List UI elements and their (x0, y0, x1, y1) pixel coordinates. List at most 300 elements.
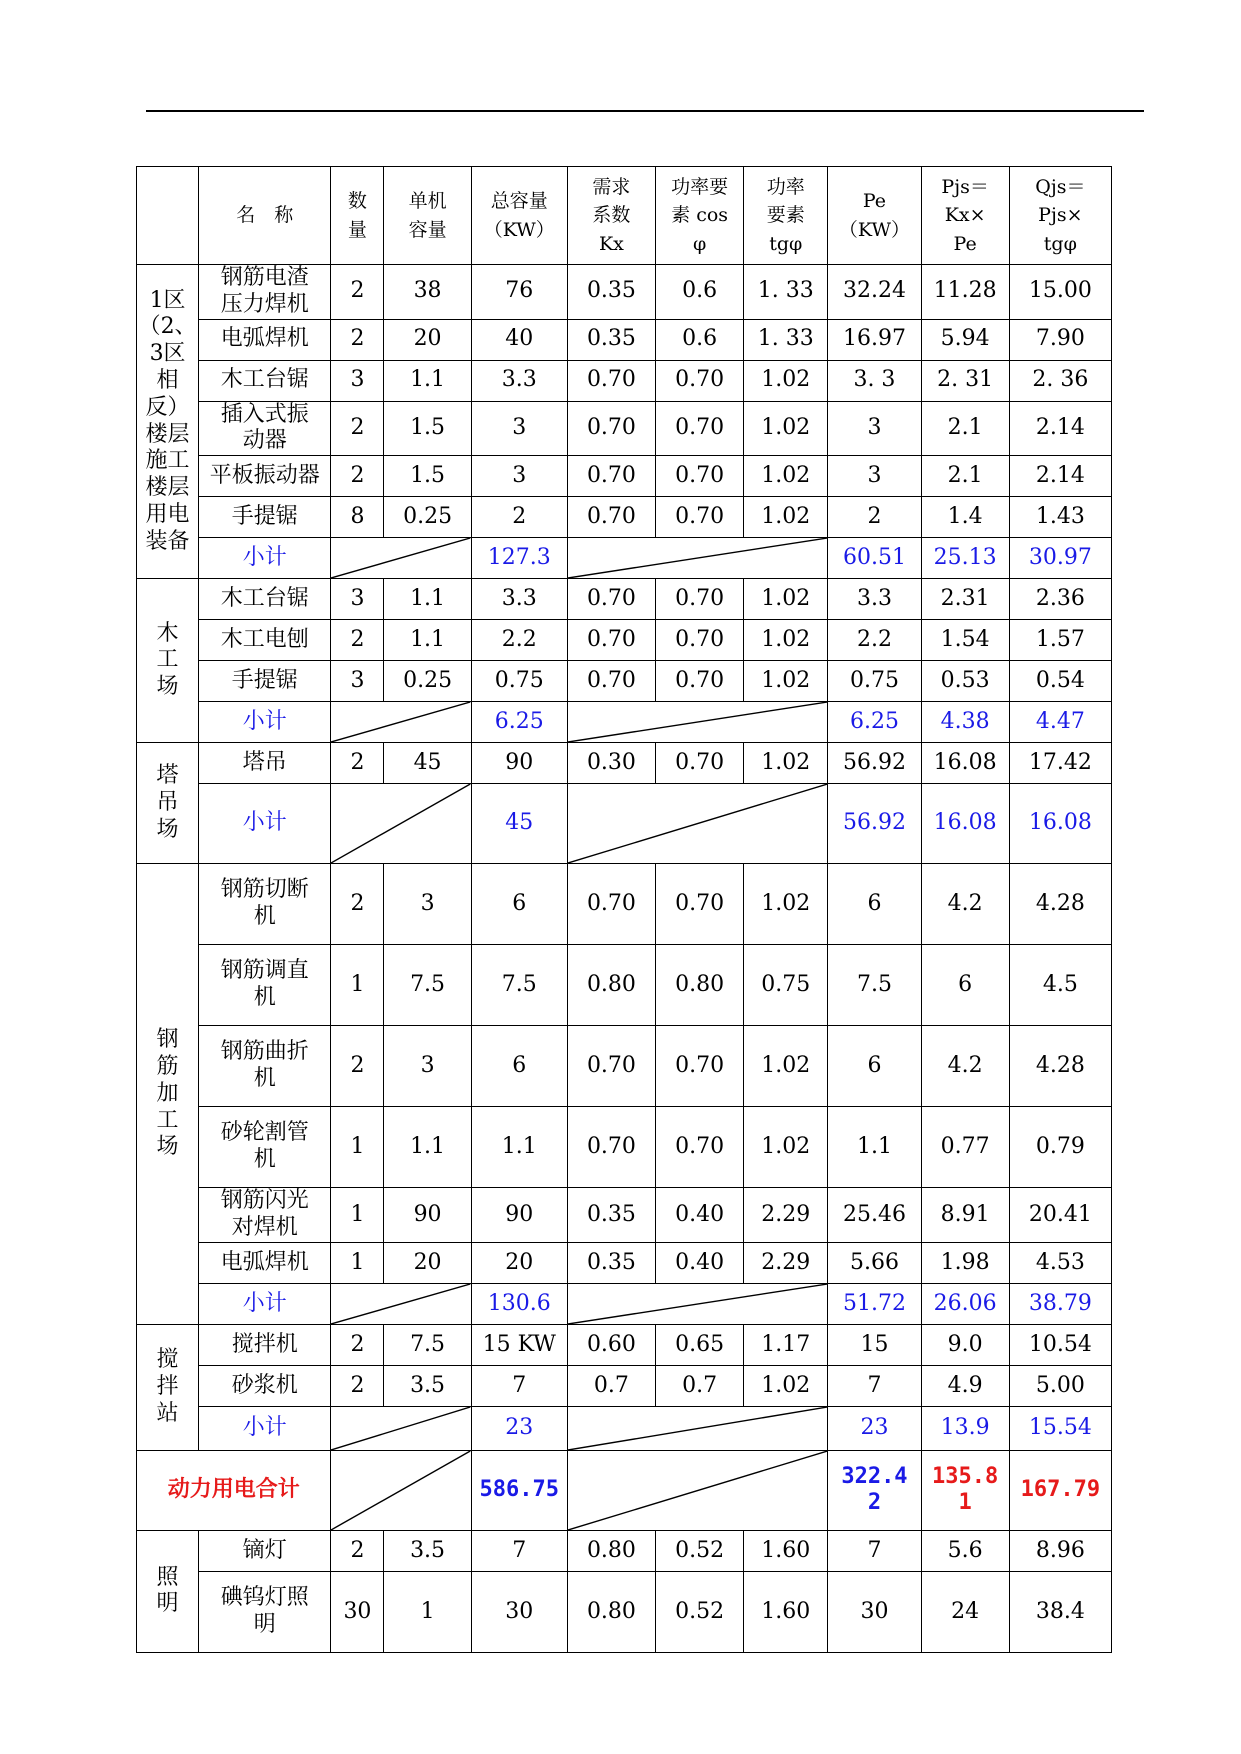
cell-qjs: 20.41 (1009, 1188, 1111, 1243)
cell-pjs: 2.31 (921, 579, 1009, 620)
cell-pe: 32.24 (828, 265, 921, 320)
cell-total-capacity: 2.2 (471, 620, 567, 661)
cell-total-capacity: 6 (471, 864, 567, 945)
cell-total-capacity: 7 (471, 1530, 567, 1571)
cell-unit-capacity: 3.5 (384, 1530, 471, 1571)
total-slash-2 (567, 1450, 828, 1530)
cell-cos: 0.70 (656, 497, 744, 538)
cell-pe: 25.46 (828, 1188, 921, 1243)
cell-cos: 0.7 (656, 1365, 744, 1406)
diagonal-slash (331, 1407, 470, 1450)
subtotal-pjs: 25.13 (921, 538, 1009, 579)
subtotal-pe: 56.92 (828, 784, 921, 864)
cell-cos: 0.70 (656, 1026, 744, 1107)
cell-tg: 1.02 (744, 1365, 828, 1406)
header-blank (137, 167, 199, 265)
cell-pe: 3. 3 (828, 360, 921, 401)
grand-total-pjs: 135.8 1 (921, 1450, 1009, 1530)
cell-tg: 2.29 (744, 1242, 828, 1283)
subtotal-label: 小计 (199, 1283, 331, 1324)
cell-unit-capacity: 3 (384, 864, 471, 945)
subtotal-total-capacity: 130.6 (471, 1283, 567, 1324)
table-row (137, 1188, 1112, 1243)
cell-tg: 0.75 (744, 945, 828, 1026)
cell-tg: 2.29 (744, 1188, 828, 1243)
cell-kx: 0.70 (567, 401, 655, 456)
cell-qjs: 2.14 (1009, 401, 1111, 456)
cell-unit-capacity: 7.5 (384, 945, 471, 1026)
cell-pjs: 8.91 (921, 1188, 1009, 1243)
cell-total-capacity: 3 (471, 401, 567, 456)
grand-total-pe: 322.4 2 (828, 1450, 921, 1530)
cell-qjs: 1.43 (1009, 497, 1111, 538)
cell-cos: 0.40 (656, 1188, 744, 1243)
table-row (137, 456, 1112, 497)
cell-qty: 1 (331, 1242, 384, 1283)
subtotal-label: 小计 (199, 538, 331, 579)
table-row (137, 945, 1112, 1026)
equipment-name: 木工台锯 (199, 579, 331, 620)
cell-unit-capacity: 20 (384, 319, 471, 360)
cell-pjs: 5.94 (921, 319, 1009, 360)
cell-cos: 0.70 (656, 743, 744, 784)
subtotal-pjs: 16.08 (921, 784, 1009, 864)
equipment-name: 手提锯 (199, 497, 331, 538)
cell-qty: 3 (331, 579, 384, 620)
subtotal-total-capacity: 127.3 (471, 538, 567, 579)
cell-pjs: 1.98 (921, 1242, 1009, 1283)
grand-total-qjs: 167.79 (1009, 1450, 1111, 1530)
cell-pe: 6 (828, 864, 921, 945)
group-label-g2: 木 工 场 (137, 579, 199, 743)
table-row (137, 864, 1112, 945)
equipment-name: 平板振动器 (199, 456, 331, 497)
header-row (137, 167, 1112, 265)
cell-kx: 0.70 (567, 360, 655, 401)
cell-cos: 0.80 (656, 945, 744, 1026)
diagonal-slash (568, 702, 828, 742)
equipment-name: 镝灯 (199, 1530, 331, 1571)
cell-qty: 1 (331, 1107, 384, 1188)
cell-total-capacity: 20 (471, 1242, 567, 1283)
cell-qjs: 5.00 (1009, 1365, 1111, 1406)
cell-tg: 1.02 (744, 620, 828, 661)
power-load-table (136, 166, 1112, 1653)
cell-pe: 3 (828, 401, 921, 456)
diagonal-slash (568, 784, 828, 863)
cell-total-capacity: 7.5 (471, 945, 567, 1026)
subtotal-slash-1 (331, 1406, 471, 1450)
cell-pe: 3 (828, 456, 921, 497)
cell-cos: 0.65 (656, 1324, 744, 1365)
cell-kx: 0.70 (567, 497, 655, 538)
cell-qty: 2 (331, 1365, 384, 1406)
cell-kx: 0.70 (567, 661, 655, 702)
equipment-name: 砂轮割管 机 (199, 1107, 331, 1188)
subtotal-total-capacity: 45 (471, 784, 567, 864)
cell-pe: 7 (828, 1530, 921, 1571)
cell-tg: 1.60 (744, 1571, 828, 1652)
equipment-name: 电弧焊机 (199, 1242, 331, 1283)
cell-kx: 0.80 (567, 1530, 655, 1571)
subtotal-row (137, 702, 1112, 743)
equipment-name: 木工台锯 (199, 360, 331, 401)
cell-unit-capacity: 1.1 (384, 579, 471, 620)
table-row (137, 1242, 1112, 1283)
group-label-g6: 照 明 (137, 1530, 199, 1652)
equipment-name: 钢筋调直 机 (199, 945, 331, 1026)
cell-total-capacity: 40 (471, 319, 567, 360)
diagonal-slash (331, 538, 470, 578)
cell-total-capacity: 3.3 (471, 579, 567, 620)
page-header-rule (146, 110, 1144, 112)
subtotal-pe: 6.25 (828, 702, 921, 743)
group-label-g1: 1区 （2、 3区 相反） 楼层 施工 楼层 用电 装备 (137, 265, 199, 579)
subtotal-qjs: 30.97 (1009, 538, 1111, 579)
cell-tg: 1.02 (744, 1107, 828, 1188)
cell-pe: 1.1 (828, 1107, 921, 1188)
cell-tg: 1.17 (744, 1324, 828, 1365)
cell-cos: 0.70 (656, 401, 744, 456)
subtotal-slash-2 (567, 538, 828, 579)
subtotal-row (137, 784, 1112, 864)
cell-kx: 0.70 (567, 456, 655, 497)
cell-cos: 0.70 (656, 456, 744, 497)
cell-unit-capacity: 1.1 (384, 620, 471, 661)
subtotal-row (137, 538, 1112, 579)
cell-kx: 0.7 (567, 1365, 655, 1406)
equipment-name: 碘钨灯照 明 (199, 1571, 331, 1652)
cell-qjs: 4.28 (1009, 864, 1111, 945)
cell-cos: 0.6 (656, 265, 744, 320)
subtotal-label: 小计 (199, 784, 331, 864)
cell-pjs: 5.6 (921, 1530, 1009, 1571)
cell-pe: 16.97 (828, 319, 921, 360)
table-row (137, 1571, 1112, 1652)
cell-qty: 2 (331, 456, 384, 497)
subtotal-pe: 23 (828, 1406, 921, 1450)
header-name: 名 称 (199, 167, 331, 265)
cell-qjs: 4.53 (1009, 1242, 1111, 1283)
cell-cos: 0.70 (656, 864, 744, 945)
cell-qjs: 4.28 (1009, 1026, 1111, 1107)
cell-cos: 0.52 (656, 1571, 744, 1652)
cell-qty: 8 (331, 497, 384, 538)
cell-qjs: 8.96 (1009, 1530, 1111, 1571)
table-row (137, 265, 1112, 320)
cell-qty: 3 (331, 360, 384, 401)
header-total-capacity: 总容量 （KW） (471, 167, 567, 265)
cell-unit-capacity: 3 (384, 1026, 471, 1107)
cell-total-capacity: 3 (471, 456, 567, 497)
cell-unit-capacity: 7.5 (384, 1324, 471, 1365)
subtotal-slash-2 (567, 1283, 828, 1324)
cell-tg: 1.60 (744, 1530, 828, 1571)
cell-cos: 0.40 (656, 1242, 744, 1283)
cell-pjs: 1.4 (921, 497, 1009, 538)
cell-kx: 0.70 (567, 864, 655, 945)
cell-pe: 0.75 (828, 661, 921, 702)
cell-qjs: 7.90 (1009, 319, 1111, 360)
cell-total-capacity: 1.1 (471, 1107, 567, 1188)
subtotal-pe: 51.72 (828, 1283, 921, 1324)
cell-pjs: 16.08 (921, 743, 1009, 784)
table-row (137, 1530, 1112, 1571)
cell-pjs: 2.1 (921, 456, 1009, 497)
cell-cos: 0.70 (656, 661, 744, 702)
cell-total-capacity: 6 (471, 1026, 567, 1107)
cell-total-capacity: 90 (471, 743, 567, 784)
grand-total-row (137, 1450, 1112, 1530)
cell-qty: 2 (331, 319, 384, 360)
cell-total-capacity: 30 (471, 1571, 567, 1652)
subtotal-slash-1 (331, 538, 471, 579)
subtotal-qjs: 38.79 (1009, 1283, 1111, 1324)
subtotal-slash-1 (331, 784, 471, 864)
table-row (137, 620, 1112, 661)
cell-pjs: 2. 31 (921, 360, 1009, 401)
subtotal-slash-1 (331, 702, 471, 743)
cell-pjs: 4.9 (921, 1365, 1009, 1406)
cell-kx: 0.35 (567, 1188, 655, 1243)
cell-tg: 1.02 (744, 401, 828, 456)
group-label-g3: 塔 吊 场 (137, 743, 199, 864)
cell-qjs: 2.36 (1009, 579, 1111, 620)
cell-kx: 0.70 (567, 579, 655, 620)
table-row (137, 579, 1112, 620)
header-pe: Pe （KW） (828, 167, 921, 265)
table-row (137, 661, 1112, 702)
cell-kx: 0.70 (567, 1107, 655, 1188)
cell-qjs: 10.54 (1009, 1324, 1111, 1365)
cell-pjs: 2.1 (921, 401, 1009, 456)
cell-qty: 2 (331, 1324, 384, 1365)
subtotal-qjs: 15.54 (1009, 1406, 1111, 1450)
header-qty: 数 量 (331, 167, 384, 265)
cell-pe: 3.3 (828, 579, 921, 620)
cell-unit-capacity: 0.25 (384, 661, 471, 702)
table-row (137, 743, 1112, 784)
cell-unit-capacity: 1 (384, 1571, 471, 1652)
cell-tg: 1.02 (744, 456, 828, 497)
header-qjs: Qjs＝ Pjs× tgφ (1009, 167, 1111, 265)
table-row (137, 319, 1112, 360)
subtotal-total-capacity: 6.25 (471, 702, 567, 743)
cell-pe: 5.66 (828, 1242, 921, 1283)
cell-pjs: 6 (921, 945, 1009, 1026)
table-row (137, 1107, 1112, 1188)
cell-pe: 2.2 (828, 620, 921, 661)
cell-qjs: 2. 36 (1009, 360, 1111, 401)
cell-unit-capacity: 90 (384, 1188, 471, 1243)
equipment-name: 手提锯 (199, 661, 331, 702)
equipment-name: 木工电刨 (199, 620, 331, 661)
subtotal-label: 小计 (199, 1406, 331, 1450)
cell-total-capacity: 0.75 (471, 661, 567, 702)
cell-kx: 0.35 (567, 1242, 655, 1283)
cell-pe: 6 (828, 1026, 921, 1107)
diagonal-slash (568, 1407, 828, 1450)
cell-unit-capacity: 3.5 (384, 1365, 471, 1406)
cell-cos: 0.70 (656, 1107, 744, 1188)
cell-pe: 56.92 (828, 743, 921, 784)
subtotal-row (137, 1406, 1112, 1450)
table-row (137, 1324, 1112, 1365)
cell-pe: 7.5 (828, 945, 921, 1026)
table-row (137, 360, 1112, 401)
cell-kx: 0.70 (567, 1026, 655, 1107)
subtotal-slash-2 (567, 784, 828, 864)
cell-qjs: 0.54 (1009, 661, 1111, 702)
cell-qty: 3 (331, 661, 384, 702)
header-tg: 功率 要素 tgφ (744, 167, 828, 265)
cell-qjs: 15.00 (1009, 265, 1111, 320)
cell-tg: 1.02 (744, 360, 828, 401)
cell-total-capacity: 90 (471, 1188, 567, 1243)
cell-tg: 1.02 (744, 864, 828, 945)
cell-unit-capacity: 0.25 (384, 497, 471, 538)
cell-pjs: 11.28 (921, 265, 1009, 320)
equipment-name: 钢筋曲折 机 (199, 1026, 331, 1107)
subtotal-qjs: 4.47 (1009, 702, 1111, 743)
cell-qty: 2 (331, 743, 384, 784)
cell-qty: 2 (331, 265, 384, 320)
cell-unit-capacity: 20 (384, 1242, 471, 1283)
cell-qjs: 38.4 (1009, 1571, 1111, 1652)
cell-unit-capacity: 45 (384, 743, 471, 784)
diagonal-slash (331, 1284, 470, 1324)
cell-unit-capacity: 1.5 (384, 401, 471, 456)
cell-total-capacity: 3.3 (471, 360, 567, 401)
cell-qty: 30 (331, 1571, 384, 1652)
table-row (137, 497, 1112, 538)
cell-cos: 0.52 (656, 1530, 744, 1571)
equipment-name: 插入式振 动器 (199, 401, 331, 456)
cell-pjs: 0.53 (921, 661, 1009, 702)
cell-pe: 15 (828, 1324, 921, 1365)
cell-pjs: 1.54 (921, 620, 1009, 661)
equipment-name: 钢筋闪光 对焊机 (199, 1188, 331, 1243)
cell-qty: 2 (331, 620, 384, 661)
cell-tg: 1.02 (744, 1026, 828, 1107)
equipment-name: 塔吊 (199, 743, 331, 784)
equipment-name: 砂浆机 (199, 1365, 331, 1406)
cell-qty: 2 (331, 1530, 384, 1571)
equipment-name: 钢筋电渣 压力焊机 (199, 265, 331, 320)
cell-cos: 0.70 (656, 620, 744, 661)
cell-tg: 1. 33 (744, 265, 828, 320)
table-row (137, 1365, 1112, 1406)
cell-pe: 7 (828, 1365, 921, 1406)
equipment-name: 钢筋切断 机 (199, 864, 331, 945)
cell-total-capacity: 76 (471, 265, 567, 320)
cell-pjs: 4.2 (921, 864, 1009, 945)
subtotal-row (137, 1283, 1112, 1324)
subtotal-qjs: 16.08 (1009, 784, 1111, 864)
cell-pjs: 0.77 (921, 1107, 1009, 1188)
cell-tg: 1.02 (744, 743, 828, 784)
cell-unit-capacity: 1.5 (384, 456, 471, 497)
header-cos: 功率要 素 cos φ (656, 167, 744, 265)
equipment-name: 搅拌机 (199, 1324, 331, 1365)
cell-pe: 2 (828, 497, 921, 538)
equipment-name: 电弧焊机 (199, 319, 331, 360)
cell-tg: 1.02 (744, 579, 828, 620)
cell-tg: 1.02 (744, 497, 828, 538)
diagonal-slash (331, 784, 470, 863)
total-slash-1 (331, 1450, 471, 1530)
subtotal-total-capacity: 23 (471, 1406, 567, 1450)
cell-unit-capacity: 38 (384, 265, 471, 320)
diagonal-slash (331, 1451, 470, 1530)
cell-qty: 1 (331, 1188, 384, 1243)
cell-kx: 0.60 (567, 1324, 655, 1365)
cell-qjs: 17.42 (1009, 743, 1111, 784)
grand-total-capacity: 586.75 (471, 1450, 567, 1530)
cell-kx: 0.30 (567, 743, 655, 784)
cell-tg: 1.02 (744, 661, 828, 702)
diagonal-slash (568, 1451, 828, 1530)
header-pjs: Pjs＝ Kx× Pe (921, 167, 1009, 265)
cell-unit-capacity: 1.1 (384, 360, 471, 401)
subtotal-pjs: 13.9 (921, 1406, 1009, 1450)
cell-total-capacity: 15 KW (471, 1324, 567, 1365)
subtotal-pjs: 4.38 (921, 702, 1009, 743)
subtotal-pjs: 26.06 (921, 1283, 1009, 1324)
subtotal-label: 小计 (199, 702, 331, 743)
cell-pjs: 4.2 (921, 1026, 1009, 1107)
cell-kx: 0.35 (567, 265, 655, 320)
cell-cos: 0.70 (656, 579, 744, 620)
table-row (137, 401, 1112, 456)
cell-kx: 0.80 (567, 1571, 655, 1652)
cell-qjs: 0.79 (1009, 1107, 1111, 1188)
cell-pjs: 24 (921, 1571, 1009, 1652)
cell-pe: 30 (828, 1571, 921, 1652)
subtotal-slash-2 (567, 1406, 828, 1450)
cell-kx: 0.35 (567, 319, 655, 360)
cell-qty: 1 (331, 945, 384, 1026)
header-kx: 需求 系数 Kx (567, 167, 655, 265)
cell-qty: 2 (331, 864, 384, 945)
diagonal-slash (568, 538, 828, 578)
cell-total-capacity: 2 (471, 497, 567, 538)
cell-unit-capacity: 1.1 (384, 1107, 471, 1188)
cell-qty: 2 (331, 1026, 384, 1107)
cell-tg: 1. 33 (744, 319, 828, 360)
table-row (137, 1026, 1112, 1107)
cell-cos: 0.6 (656, 319, 744, 360)
diagonal-slash (331, 702, 470, 742)
group-label-g5: 搅 拌 站 (137, 1324, 199, 1450)
cell-qty: 2 (331, 401, 384, 456)
subtotal-slash-2 (567, 702, 828, 743)
grand-total-label: 动力用电合计 (137, 1450, 331, 1530)
cell-cos: 0.70 (656, 360, 744, 401)
cell-qjs: 4.5 (1009, 945, 1111, 1026)
cell-total-capacity: 7 (471, 1365, 567, 1406)
subtotal-slash-1 (331, 1283, 471, 1324)
header-unit-capacity: 单机 容量 (384, 167, 471, 265)
cell-qjs: 2.14 (1009, 456, 1111, 497)
cell-pjs: 9.0 (921, 1324, 1009, 1365)
subtotal-pe: 60.51 (828, 538, 921, 579)
cell-qjs: 1.57 (1009, 620, 1111, 661)
diagonal-slash (568, 1284, 828, 1324)
cell-kx: 0.80 (567, 945, 655, 1026)
group-label-g4: 钢 筋 加 工 场 (137, 864, 199, 1325)
cell-kx: 0.70 (567, 620, 655, 661)
